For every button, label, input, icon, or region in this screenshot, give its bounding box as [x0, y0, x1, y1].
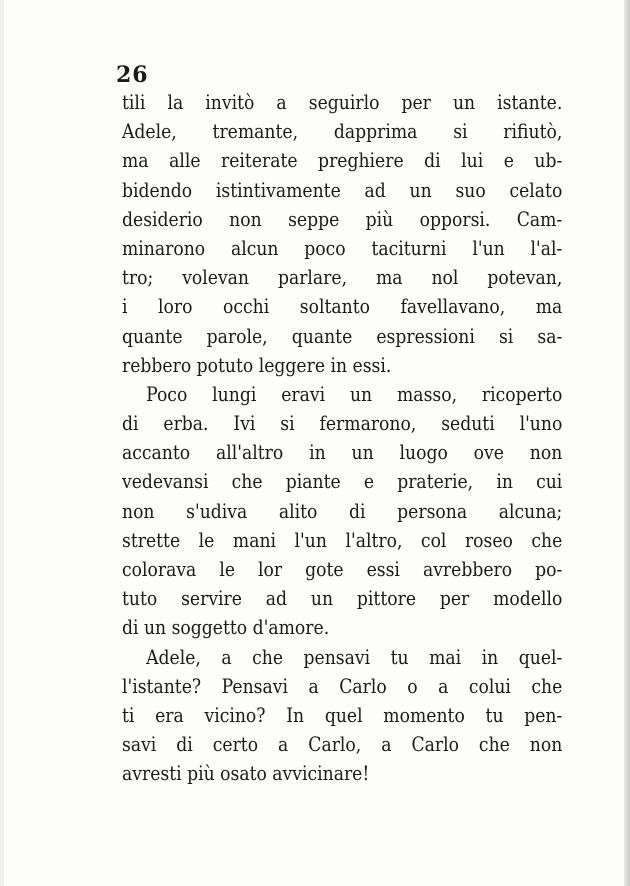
text-line: tro; volevan parlare, ma nol potevan, — [122, 265, 563, 290]
paragraph-2 — [122, 380, 562, 643]
text-line: non s'udiva alito di persona alcuna; — [122, 498, 563, 523]
text-line: vedevansi che piante e praterie, in cui — [122, 469, 563, 494]
text-line: minarono alcun poco taciturni l'un l'al- — [122, 235, 563, 260]
text-line: Adele, tremante, dapprima si rifiutò, — [122, 119, 563, 144]
text-line: di un soggetto d'amore. — [122, 615, 330, 640]
text-line: ma alle reiterate preghiere di lui e ub- — [122, 148, 563, 173]
text-line: bidendo istintivamente ad un suo celato — [122, 177, 563, 202]
page-left-edge — [0, 0, 4, 886]
text-line: l'istante? Pensavi a Carlo o a colui che — [122, 673, 563, 698]
text-line: savi di certo a Carlo, a Carlo che non — [122, 732, 563, 757]
text-line: di erba. Ivi si fermarono, seduti l'uno — [122, 411, 563, 436]
text-line: quante parole, quante espressioni si sa- — [122, 323, 563, 348]
text-line: i loro occhi soltanto favellavano, ma — [122, 294, 563, 319]
paragraph-1 — [122, 88, 562, 380]
text-line: strette le mani l'un l'altro, col roseo che — [122, 527, 563, 552]
text-line: avresti più osato avvicinare! — [122, 761, 370, 786]
page-number: 26 — [116, 62, 149, 88]
text-line: rebbero potuto leggere in essi. — [122, 352, 392, 377]
text-line: desiderio non seppe più opporsi. Cam- — [122, 206, 563, 231]
text-line: colorava le lor gote essi avrebbero po- — [122, 557, 563, 581]
text-line: Adele, a che pensavi tu mai in quel- — [146, 644, 563, 669]
text-line: ti era vicino? In quel momento tu pen- — [122, 702, 563, 727]
text-line: tili la invitò a seguirlo per un istante. — [122, 90, 563, 114]
paragraph-3 — [122, 643, 562, 789]
text-line: accanto all'altro in un luogo ove non — [122, 440, 563, 465]
page-right-edge — [624, 0, 630, 886]
body-text — [122, 88, 562, 789]
text-line: tuto servire ad un pittore per modello — [122, 586, 563, 611]
text-line: Poco lungi eravi un masso, ricoperto — [146, 381, 563, 406]
